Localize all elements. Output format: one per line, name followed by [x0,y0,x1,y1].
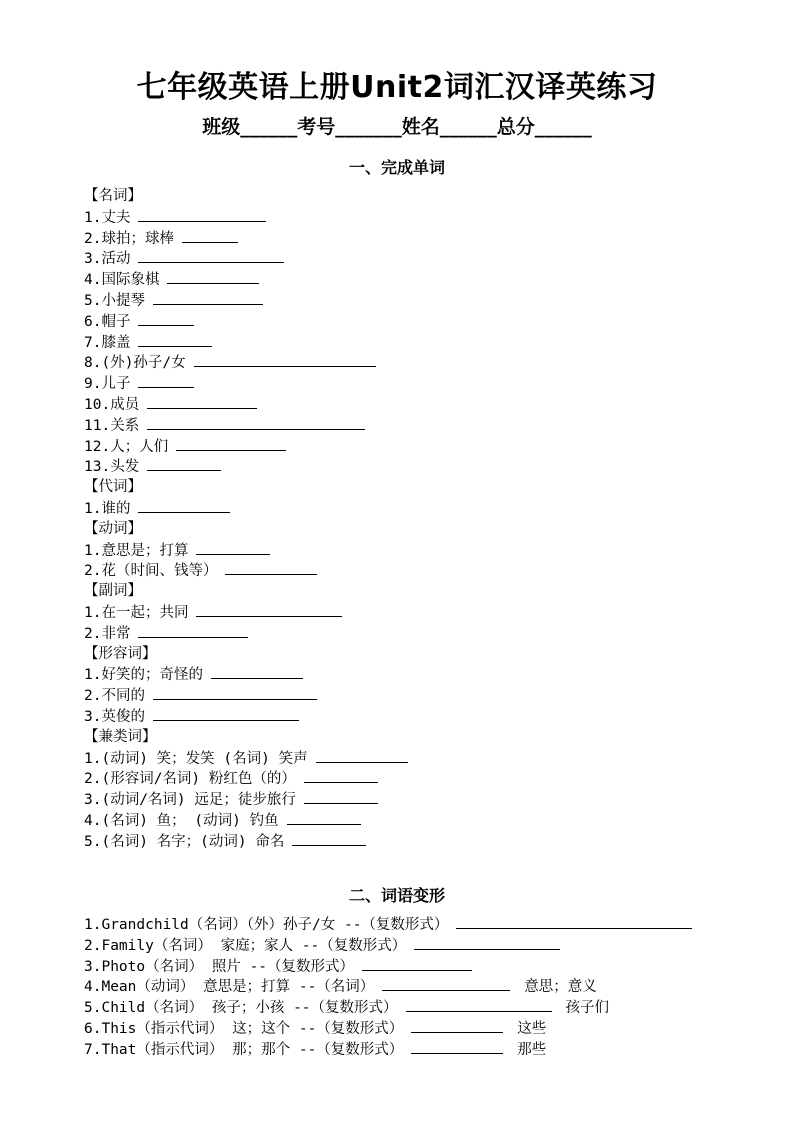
item-meaning: 那些 [517,1041,547,1058]
item-text: 3.Photo（名词） 照片 --（复数形式） [84,958,355,975]
answer-blank[interactable] [414,935,560,950]
exercise-item [84,1018,692,1039]
exercise-item [84,1039,692,1060]
answer-blank[interactable] [138,623,248,638]
item-text: 4.国际象棋 [84,272,160,289]
section-1-heading: 一、完成单词 [348,158,445,177]
item-text: 11.关系 [84,417,140,434]
exercise-item [84,997,692,1018]
answer-blank[interactable] [138,248,284,263]
exercise-item [84,748,408,769]
exercise-item [84,664,408,685]
exercise-item [84,456,408,477]
item-text: 1.谁的 [84,500,131,517]
answer-blank[interactable] [194,352,376,367]
item-text: 8.(外)孙子/女 [84,355,186,372]
item-text: 1.意思是；打算 [84,542,189,559]
exercise-item [84,706,408,727]
exercise-item [84,269,408,290]
item-text: 1.丈夫 [84,209,131,226]
item-text: 4.Mean（动词） 意思是；打算 --（名词） [84,979,375,996]
item-text: 7.That（指示代词） 那；那个 --（复数形式） [84,1041,404,1058]
exercise-item [84,352,408,373]
exercise-item [84,685,408,706]
answer-blank[interactable] [304,789,378,804]
answer-blank[interactable] [411,1018,503,1033]
item-text: 3.英俊的 [84,708,145,725]
student-info-line: 班级______考号_______姓名______总分______ [202,116,592,138]
item-text: 6.帽子 [84,313,131,330]
exercise-item [84,831,408,852]
exercise-item [84,976,692,997]
section-2-heading: 二、词语变形 [348,886,445,905]
answer-blank[interactable] [182,228,238,243]
item-text: 3.(动词/名词) 远足；徒步旅行 [84,792,296,809]
exercise-item [84,560,408,581]
answer-blank[interactable] [153,685,317,700]
answer-blank[interactable] [147,415,365,430]
exercise-item [84,623,408,644]
item-meaning: 意思；意义 [524,979,597,996]
item-text: 2.不同的 [84,688,145,705]
item-text: 13.头发 [84,459,140,476]
item-text: 6.This（指示代词） 这；这个 --（复数形式） [84,1020,404,1037]
exercise-item [84,540,408,561]
exercise-item [84,436,408,457]
item-text: 7.膝盖 [84,334,131,351]
item-meaning: 孩子们 [565,1000,610,1017]
category-label [84,477,408,498]
item-text: 1.Grandchild（名词）（外）孙子/女 --（复数形式） [84,917,449,933]
answer-blank[interactable] [196,602,342,617]
answer-blank[interactable] [138,373,194,388]
exercise-item [84,956,692,977]
item-text: 【兼类词】 [84,728,157,745]
answer-blank[interactable] [211,664,303,679]
exercise-item [84,789,408,810]
answer-blank[interactable] [304,768,378,783]
answer-blank[interactable] [316,748,408,763]
item-text: 5.(名词) 名字；(动词) 命名 [84,833,285,850]
answer-blank[interactable] [292,831,366,846]
item-text: 1.在一起；共同 [84,604,189,621]
item-text: 2.球拍；球棒 [84,230,174,247]
answer-blank[interactable] [147,456,221,471]
item-text: 4.(名词) 鱼； (动词) 钓鱼 [84,812,279,829]
answer-blank[interactable] [456,914,692,929]
answer-blank[interactable] [147,394,257,409]
answer-blank[interactable] [225,560,317,575]
item-text: 10.成员 [84,396,140,413]
category-label [84,727,408,748]
item-text: 【代词】 [84,479,142,496]
answer-blank[interactable] [382,976,510,991]
answer-blank[interactable] [411,1039,503,1054]
item-text: 3.活动 [84,251,131,268]
answer-blank[interactable] [176,436,286,451]
category-label [84,519,408,540]
item-meaning: 这些 [517,1020,547,1037]
exercise-item [84,311,408,332]
item-text: 【动词】 [84,520,142,537]
answer-blank[interactable] [153,706,299,721]
item-text: 1.好笑的；奇怪的 [84,667,203,684]
exercise-item [84,415,408,436]
answer-blank[interactable] [138,498,230,513]
item-text: 1.(动词) 笑；发笑 (名词) 笑声 [84,750,308,767]
item-text: 2.非常 [84,625,131,642]
exercise-item [84,498,408,519]
item-text: 12.人；人们 [84,438,169,455]
answer-blank[interactable] [138,311,194,326]
exercise-item [84,914,692,935]
answer-blank[interactable] [196,540,270,555]
item-text: 5.小提琴 [84,292,145,309]
item-text: 2.(形容词/名词) 粉红色（的） [84,771,296,788]
item-text: 2.Family（名词） 家庭；家人 --（复数形式） [84,937,407,954]
exercise-item [84,394,408,415]
exercise-item [84,768,408,789]
item-text: 2.花（时间、钱等） [84,563,218,580]
section-2-list [84,914,692,1060]
item-text: 【副词】 [84,583,142,600]
exercise-item [84,290,408,311]
item-text: 9.儿子 [84,376,131,393]
answer-blank[interactable] [362,956,472,971]
answer-blank[interactable] [138,207,266,222]
page-title: 七年级英语上册Unit2词汇汉译英练习 [136,70,658,105]
exercise-item [84,248,408,269]
answer-blank[interactable] [167,269,259,284]
exercise-item [84,228,408,249]
answer-blank[interactable] [406,997,552,1012]
exercise-item [84,602,408,623]
section-1-list [84,186,408,852]
item-text: 【名词】 [84,188,142,204]
answer-blank[interactable] [153,290,263,305]
category-label [84,644,408,665]
category-label [84,581,408,602]
exercise-item [84,810,408,831]
item-text: 5.Child（名词） 孩子；小孩 --（复数形式） [84,1000,398,1017]
exercise-item [84,332,408,353]
answer-blank[interactable] [287,810,361,825]
exercise-item [84,373,408,394]
item-text: 【形容词】 [84,645,157,662]
answer-blank[interactable] [138,332,212,347]
category-label [84,186,408,207]
exercise-item [84,935,692,956]
exercise-item [84,207,408,228]
